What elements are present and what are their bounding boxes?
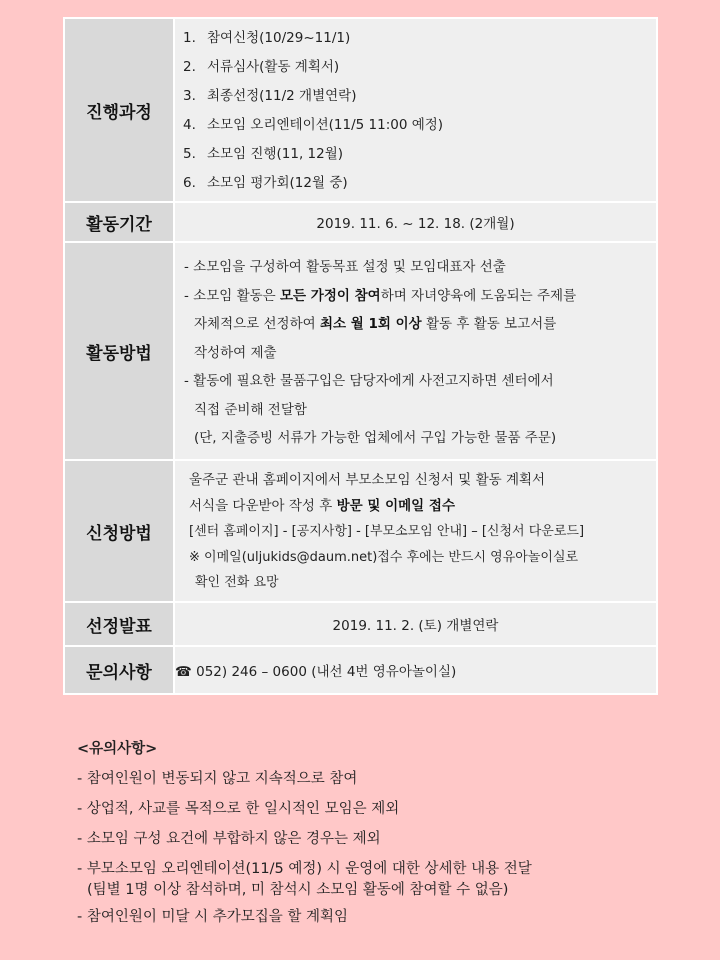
notes-item: - 부모소모임 오리엔테이션(11/5 예정) 시 운영에 대한 상세한 내용 전달 — [77, 861, 532, 877]
notes-section — [77, 737, 532, 932]
apply-line: 확인 전화 요망 — [195, 575, 279, 591]
emphasis-text: 최소 월 1회 이상 — [319, 316, 422, 333]
method-line: - 소모임을 구성하여 활동목표 설정 및 모임대표자 선출 — [184, 259, 506, 276]
apply-line: [센터 홈페이지] - [공지사항] - [부모소모임 안내] – [신청서 다운로드] — [189, 524, 585, 540]
process-step: 1. 참여신청(10/29~11/1) — [183, 30, 351, 46]
inquiry-content — [174, 646, 657, 694]
process-step: 3. 최종선정(11/2 개별연락) — [183, 88, 357, 104]
process-steps — [175, 22, 656, 198]
notes-item: - 상업적, 사교를 목적으로 한 일시적인 모임은 제외 — [77, 801, 400, 817]
inquiry-row — [64, 646, 657, 694]
method-line: 자체적으로 선정하여 최소 월 1회 이상 활동 후 활동 보고서를 — [194, 316, 557, 333]
method-content — [174, 242, 657, 460]
notes-item: - 소모임 구성 요건에 부합하지 않은 경우는 제외 — [77, 831, 381, 847]
phone-icon: ☎ — [175, 664, 192, 680]
period-row — [64, 202, 657, 242]
process-label: 진행과정 — [64, 18, 174, 202]
method-label: 활동방법 — [64, 242, 174, 460]
announce-row — [64, 602, 657, 646]
emphasis-text: 방문 및 이메일 접수 — [336, 497, 456, 514]
notes-item-sub: (팀별 1명 이상 참석하며, 미 참석시 소모임 활동에 참여할 수 없음) — [87, 882, 509, 898]
apply-content — [174, 460, 657, 602]
period-value: 2019. 11. 6. ~ 12. 18. (2개월) — [174, 202, 657, 242]
apply-row — [64, 460, 657, 602]
notes-item: - 참여인원이 미달 시 추가모집을 할 계획임 — [77, 909, 349, 925]
announce-value: 2019. 11. 2. (토) 개별연락 — [174, 602, 657, 646]
process-step: 4. 소모임 오리엔테이션(11/5 11:00 예정) — [183, 117, 444, 133]
inquiry-label: 문의사항 — [64, 646, 174, 694]
period-label: 활동기간 — [64, 202, 174, 242]
process-content — [174, 18, 657, 202]
announce-label: 선정발표 — [64, 602, 174, 646]
method-line: - 소모임 활동은 모든 가정이 참여하며 자녀양육에 도움되는 주제를 — [184, 287, 577, 304]
method-line: (단, 지출증빙 서류가 가능한 업체에서 구입 가능한 물품 주문) — [194, 430, 557, 447]
notes-item: - 참여인원이 변동되지 않고 지속적으로 참여 — [77, 771, 358, 787]
method-line: 작성하여 제출 — [194, 344, 277, 361]
notes-title: <유의사항> — [77, 741, 158, 757]
method-row — [64, 242, 657, 460]
inquiry-value: 052) 246 – 0600 (내선 4번 영유아놀이실) — [196, 664, 457, 680]
apply-line: 울주군 관내 홈페이지에서 부모소모임 신청서 및 활동 계획서 — [189, 472, 546, 489]
program-info-table — [63, 17, 658, 695]
emphasis-text: 모든 가정이 참여 — [280, 287, 381, 304]
process-step: 6. 소모임 평가회(12월 중) — [183, 175, 348, 191]
process-step: 2. 서류심사(활동 계획서) — [183, 59, 340, 75]
apply-line: 서식을 다운받아 작성 후 방문 및 이메일 접수 — [189, 497, 456, 514]
apply-line: ※ 이메일(uljukids@daum.net)접수 후에는 반드시 영유아놀이실로 — [189, 549, 579, 565]
apply-label: 신청방법 — [64, 460, 174, 602]
process-row — [64, 18, 657, 202]
method-line: - 활동에 필요한 물품구입은 담당자에게 사전고지하면 센터에서 — [184, 373, 554, 390]
method-line: 직접 준비해 전달함 — [194, 401, 307, 418]
process-step: 5. 소모임 진행(11, 12월) — [183, 146, 344, 162]
